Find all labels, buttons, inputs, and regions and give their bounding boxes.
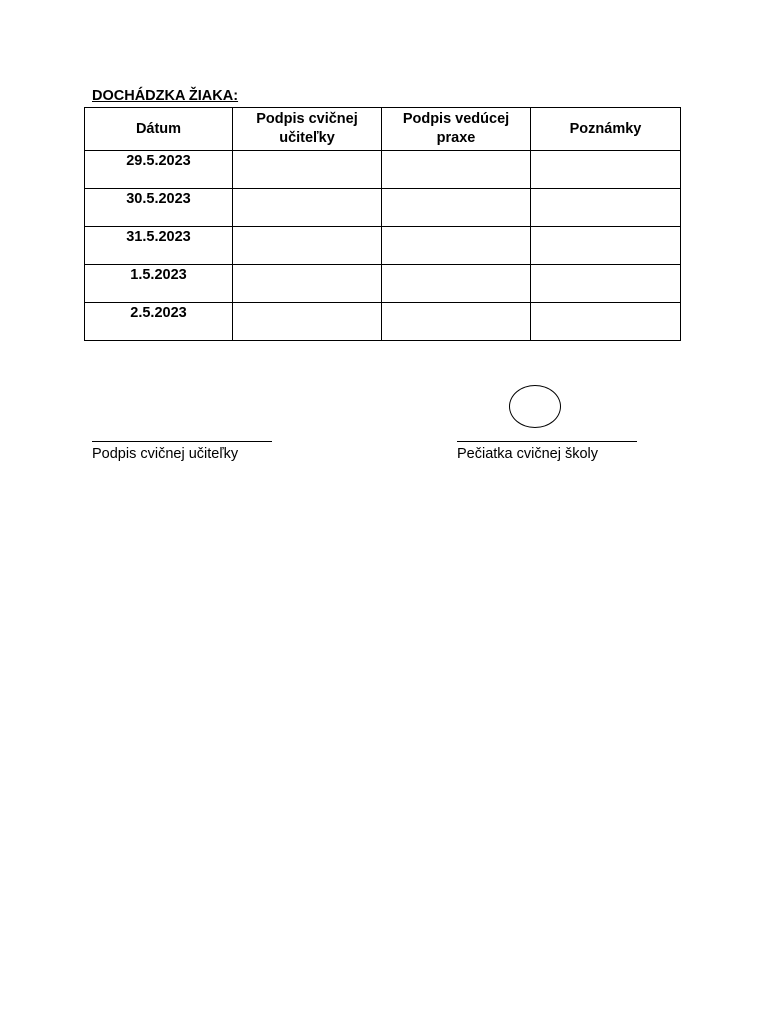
cell-date: 2.5.2023 [85, 303, 233, 341]
table-header-row [85, 108, 681, 151]
header-notes: Poznámky [531, 108, 681, 151]
teacher-signature-line [92, 441, 272, 442]
cell-date: 1.5.2023 [85, 265, 233, 303]
school-stamp-label: Pečiatka cvičnej školy [457, 446, 599, 462]
cell-notes [531, 227, 681, 265]
stamp-circle [509, 385, 561, 428]
table-row [85, 189, 681, 227]
attendance-table [84, 107, 681, 341]
table-row [85, 151, 681, 189]
cell-teacher-signature [233, 227, 382, 265]
cell-teacher-signature [233, 189, 382, 227]
teacher-signature-label: Podpis cvičnej učiteľky [92, 446, 239, 462]
header-teacher-signature: Podpis cvičnej učiteľky [233, 108, 382, 151]
cell-date: 29.5.2023 [85, 151, 233, 189]
cell-supervisor-signature [382, 227, 531, 265]
cell-notes [531, 265, 681, 303]
school-stamp-block [457, 441, 637, 462]
cell-teacher-signature [233, 151, 382, 189]
cell-teacher-signature [233, 265, 382, 303]
table-row [85, 265, 681, 303]
cell-supervisor-signature [382, 265, 531, 303]
cell-date: 31.5.2023 [85, 227, 233, 265]
cell-supervisor-signature [382, 151, 531, 189]
cell-supervisor-signature [382, 303, 531, 341]
cell-date: 30.5.2023 [85, 189, 233, 227]
cell-notes [531, 151, 681, 189]
document-heading: DOCHÁDZKA ŽIAKA: [92, 88, 239, 104]
table-row [85, 303, 681, 341]
header-date: Dátum [85, 108, 233, 151]
cell-notes [531, 303, 681, 341]
teacher-signature-block [92, 441, 272, 462]
cell-teacher-signature [233, 303, 382, 341]
header-supervisor-signature: Podpis vedúcej praxe [382, 108, 531, 151]
table-row [85, 227, 681, 265]
cell-supervisor-signature [382, 189, 531, 227]
cell-notes [531, 189, 681, 227]
school-stamp-line [457, 441, 637, 442]
